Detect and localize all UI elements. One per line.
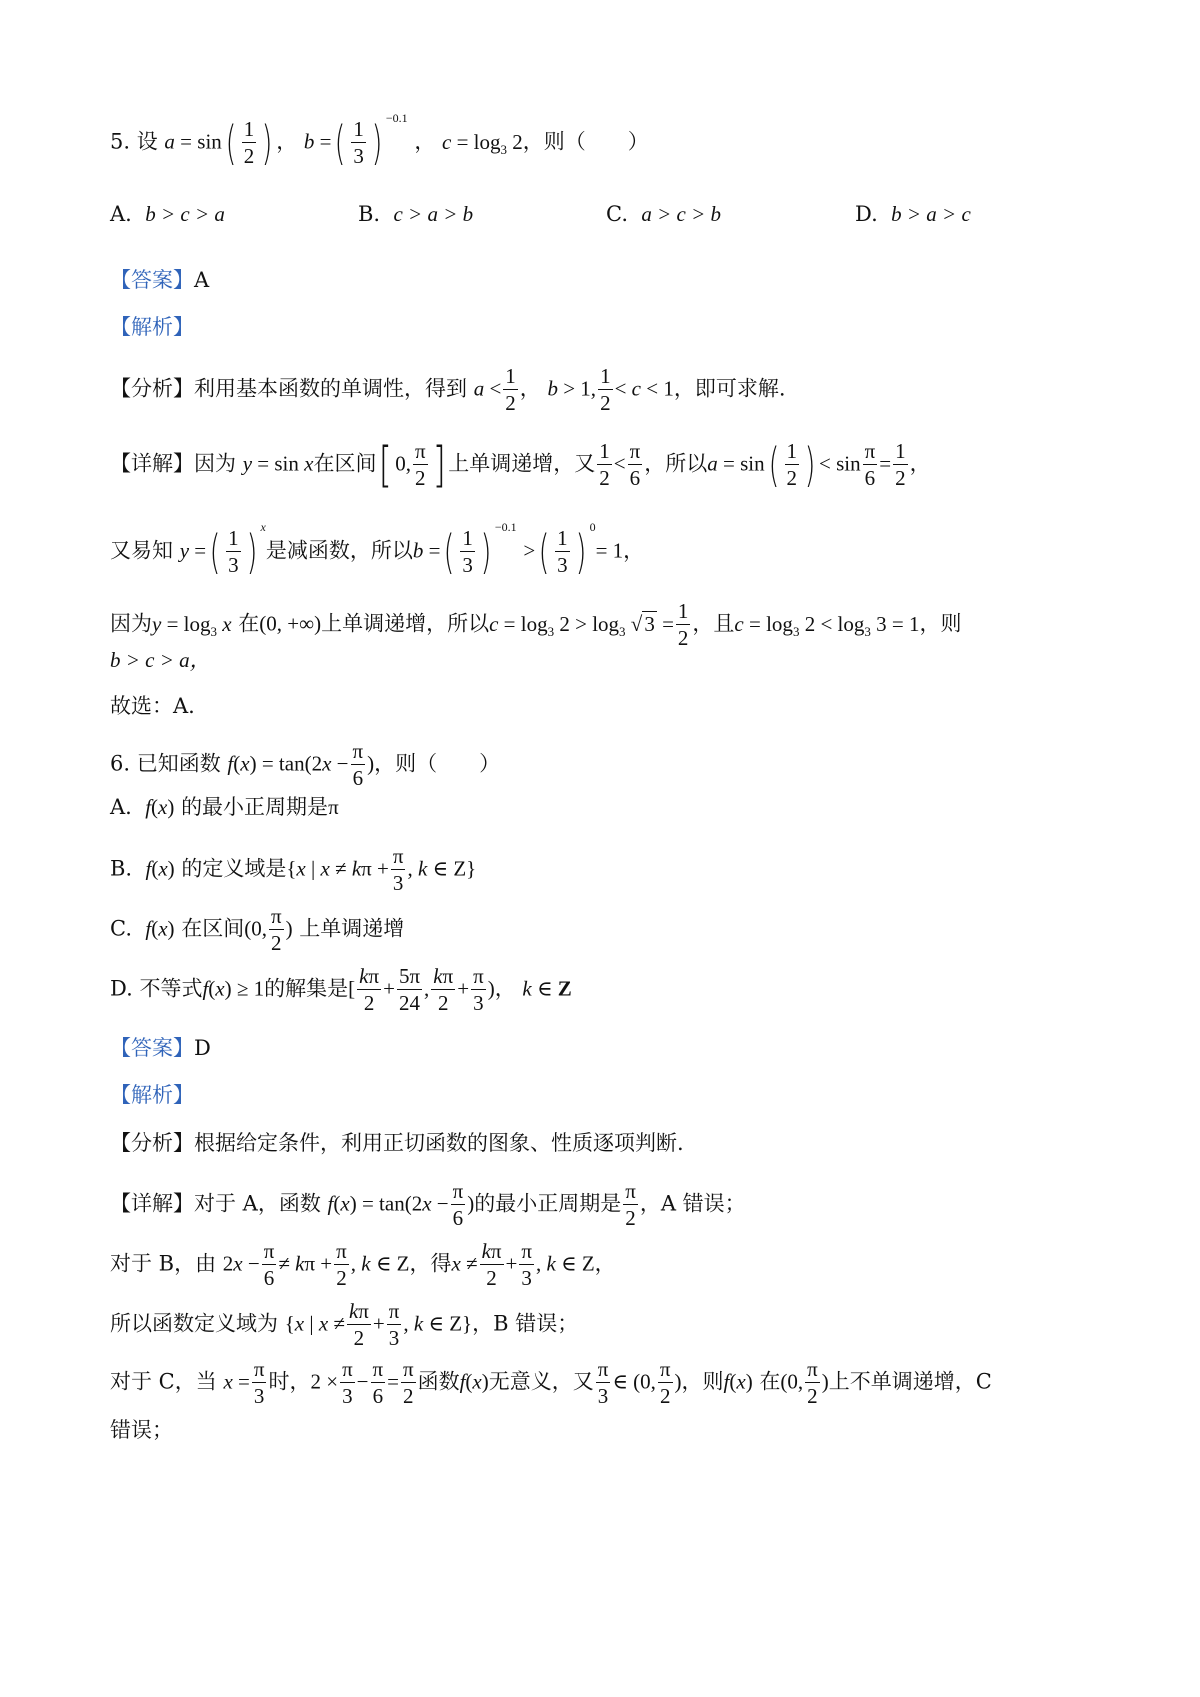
q6-answer: 【答案】D bbox=[110, 1036, 211, 1060]
q5-detail-4: b > c > a， bbox=[110, 648, 211, 672]
q5-option-b: B. c > a > b bbox=[358, 202, 474, 226]
q5-fenxi: 【分析】利用基本函数的单调性，得到 a < $\frac{1}{2}$ ， b > 1, $\frac{1}{2}$ < c < 1，即可求解. bbox=[110, 364, 786, 416]
q5-answer: 【答案】A bbox=[110, 268, 210, 292]
q6-detail-b: 对于 B，由 2x − $\frac{\pi}{6}$ ≠ kπ + $\frac{\pi}{2}$ , k ∈ Z，得x ≠ $\frac{k\pi}{2}$ + $\frac{\pi}{3}$ , k ∈ Z， bbox=[110, 1239, 616, 1291]
q6-analysis-heading: 【解析】 bbox=[110, 1083, 194, 1107]
q6-detail-c-end: 错误； bbox=[110, 1418, 173, 1442]
q6-stem: 6. 已知函数 f(x) = tan(2x − $\frac{\pi}{6}$ )，则（ ） bbox=[110, 739, 501, 791]
q5-analysis-heading: 【解析】 bbox=[110, 315, 194, 339]
q5-option-a: A. b > c > a bbox=[110, 202, 225, 226]
q6-option-b: B. f(x) 的定义域是{x | x ≠ kπ + $\frac{\pi}{3}$ , k ∈ Z} bbox=[110, 844, 477, 896]
q5-conclusion: 故选：A. bbox=[110, 694, 195, 718]
q5-stem-end: ，则（ ） bbox=[522, 129, 649, 154]
q5-stem: 5. 设 a = sin( $\frac{1}{2}$ ) ， b =( $\frac{1}{3}$ ) $^{-0.1}$ ， $c = \log_3 2$，则（ ） bbox=[110, 111, 649, 171]
q6-detail-b2: 所以函数定义域为 {x | x ≠ $\frac{k\pi}{2}$ + $\frac{\pi}{3}$ , k ∈ Z}，B 错误； bbox=[110, 1299, 579, 1351]
q5-detail-1: 【详解】因为 y = sin x在区间[ 0, $\frac{\pi}{2}$ ] 上单调递增，又 $\frac{1}{2}$ < $\frac{\pi}{6}$ ，所以a = sin( $\frac{1}{2}$ ) < sin $\frac{\pi}{6}$ = $\frac{1}{2}$ ， bbox=[110, 437, 931, 494]
q6-fenxi: 【分析】根据给定条件，利用正切函数的图象、性质逐项判断. bbox=[110, 1131, 684, 1155]
q6-option-a: A. f(x) 的最小正周期是π bbox=[110, 795, 339, 819]
q5-option-c: C. a > c > b bbox=[606, 202, 722, 226]
q5-option-d: D. b > a > c bbox=[855, 202, 971, 226]
q5-stem-prefix: 设 bbox=[136, 129, 158, 154]
q5-detail-2: 又易知 y =( $\frac{1}{3}$ ) $^x$是减函数，所以b =( $\frac{1}{3}$ ) $^{-0.1}$ >( $\frac{1}{3}$ ) $^0$= 1， bbox=[110, 520, 645, 580]
q6-detail-a: 【详解】对于 A，函数 f(x) = tan(2x − $\frac{\pi}{6}$ )的最小正周期是 $\frac{\pi}{2}$ ，A 错误； bbox=[110, 1179, 746, 1231]
q6-detail-c: 对于 C，当 x = $\frac{\pi}{3}$ 时，2 × $\frac{\pi}{3}$ − $\frac{\pi}{6}$ = $\frac{\pi}{2}$ 函数f(x)无意义，又 $\frac{\pi}{3}$ ∈ (0, $\frac{\pi}{2}$ )，则f(x) 在(0, $\frac{\pi}{2}$ )上不单调递增，C bbox=[110, 1357, 992, 1409]
answer-tag: 【答案】 bbox=[110, 268, 194, 292]
q5-number: 5. bbox=[110, 129, 131, 154]
q6-option-d: D. 不等式f(x) ≥ 1的解集是[ $\frac{k\pi}{2}$ + $\frac{5\pi}{24}$ , $\frac{k\pi}{2}$ + $\frac{\pi}{3}$ )， k ∈ Z bbox=[110, 964, 572, 1016]
q5-detail-3: 因为$y = \log_3 x$ 在(0, +∞)上单调递增，所以$c = \log_3 2 > \log_3 √3$ = $\frac{1}{2}$ ，且$c = \log_3 2 < \log_3 3 = 1$，则 bbox=[110, 599, 962, 651]
q6-option-c: C. f(x) 在区间(0, $\frac{\pi}{2}$ ) 上单调递增 bbox=[110, 904, 405, 956]
